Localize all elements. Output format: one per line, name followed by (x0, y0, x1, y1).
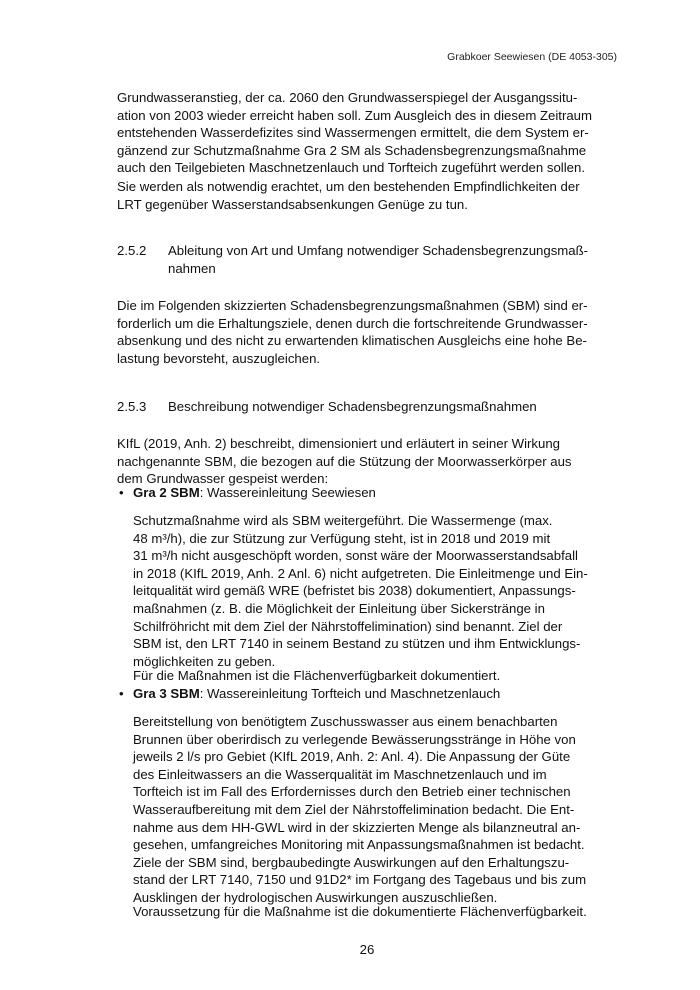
body-line: Ziele der SBM sind, bergbaubedingte Auswirkungen auf den Erhaltungszu- (133, 854, 570, 870)
measure-title: : Wassereinleitung Torfteich und Maschnetzenlauch (199, 686, 501, 701)
body-line: 48 m³/h), die zur Stützung zur Verfügung steht, ist in 2018 und 2019 mit (133, 530, 551, 546)
body-line: lastung bevorsteht, auszugleichen. (117, 350, 321, 366)
body-line: möglichkeiten zu geben. (133, 653, 276, 669)
section-title-line: nahmen (168, 260, 216, 276)
body-line: nahme aus dem HH-GWL wird in der skizzierten Menge als bilanzneutral an- (133, 819, 581, 835)
intro-line: ation von 2003 wieder erreicht haben soll. Zum Ausgleich des in diesem Zeitraum (117, 107, 593, 123)
body-line: Brunnen über oberirdisch zu verlegende Bewässerungsstränge in Höhe von (133, 731, 576, 747)
measure-description (117, 713, 617, 907)
page-number: 26 (359, 942, 375, 957)
intro-line: auch den Teilgebieten Maschnetzenlauch und Torfteich zugeführt werden sollen. (117, 160, 585, 176)
body-line: des Einleitwassers an die Wasserqualität im Maschnetzenlauch und im (133, 766, 547, 782)
list-item (117, 685, 617, 703)
body-line: jeweils 2 l/s pro Gebiet (KIfL 2019, Anh. 2: Anl. 4). Die Anpassung der Güte (133, 749, 571, 765)
section-252-body (117, 297, 617, 367)
intro-line: Sie werden als notwendig erachtet, um den bestehenden Empfindlichkeiten der (117, 179, 580, 194)
body-line: nachgenannte SBM, die bezogen auf die Stützung der Moorwasserkörper aus (117, 453, 572, 469)
body-line: Torfteich ist im Fall des Erfordernisses durch den Betrieb einer technischen (133, 784, 571, 800)
body-line: maßnahmen (z. B. die Möglichkeit der Einleitung über Sickerstränge in (133, 600, 545, 616)
intro-paragraph-2 (117, 178, 617, 213)
intro-line: Grundwasseranstieg, der ca. 2060 den Grundwasserspiegel der Ausgangssitu- (117, 90, 578, 105)
note-line: Voraussetzung für die Maßnahme ist die dokumentierte Flächenverfügbarkeit. (133, 904, 587, 919)
intro-line: LRT gegenüber Wasserstandsabsenkungen Genüge zu tun. (117, 196, 468, 212)
section-number: 2.5.3 (117, 399, 147, 414)
section-heading-252 (117, 242, 617, 277)
measure-description (117, 512, 617, 670)
intro-line: gänzend zur Schutzmaßnahme Gra 2 SM als Schadensbegrenzungsmaßnahme (117, 142, 587, 158)
body-line: Schilfröhricht mit dem Ziel der Nährstoffelimination) sind benannt. Ziel der (133, 618, 563, 634)
section-title: Beschreibung notwendiger Schadensbegrenzungsmaßnahmen (168, 399, 537, 414)
body-line: Wasseraufbereitung mit dem Ziel der Nährstoffelimination bedacht. Die Ent- (133, 801, 575, 817)
measure-note (117, 667, 617, 685)
section-title-line: Ableitung von Art und Umfang notwendiger Schadensbegrenzungsmaß- (168, 243, 589, 258)
section-heading-253 (117, 398, 617, 416)
body-line: Ausklingen der hydrologischen Auswirkungen auszuschließen. (133, 889, 498, 905)
body-line: stand der LRT 7140, 7150 und 91D2* im Fortgang des Tagebaus und bis zum (133, 872, 587, 888)
measure-code: Gra 3 SBM (133, 686, 200, 701)
section-253-intro (117, 435, 617, 488)
intro-paragraph (117, 89, 617, 177)
body-line: SBM ist, den LRT 7140 in seinem Bestand zu stützen und ihm Entwicklungs- (133, 636, 581, 652)
measure-code: Gra 2 SBM (133, 485, 200, 500)
body-line: Bereitstellung von benötigtem Zuschusswasser aus einem benachbarten (133, 714, 558, 729)
body-line: dem Grundwasser gespeist werden: (117, 471, 329, 487)
measure-title: : Wassereinleitung Seewiesen (199, 485, 376, 500)
list-item (117, 484, 617, 502)
body-line: gesehen, umfangreiches Monitoring mit Anpassungsmaßnahmen ist bedacht. (133, 837, 585, 853)
body-line: leitqualität wird gemäß WRE (befristet bis 2038) dokumentiert, Anpassungs- (133, 583, 576, 599)
intro-line: entstehenden Wasserdefizites sind Wassermengen ermittelt, die dem System er- (117, 125, 589, 141)
body-line: absenkung und des nicht zu erwartenden klimatischen Ausgleichs eine hohe Be- (117, 333, 587, 349)
section-number: 2.5.2 (117, 243, 147, 258)
body-line: Schutzmaßnahme wird als SBM weitergeführt. Die Wassermenge (max. (133, 513, 553, 528)
body-line: KIfL (2019, Anh. 2) beschreibt, dimensioniert und erläutert in seiner Wirkung (117, 436, 560, 451)
body-line: Die im Folgenden skizzierten Schadensbegrenzungsmaßnahmen (SBM) sind er- (117, 298, 588, 313)
bullet-icon: • (119, 485, 124, 500)
note-line: Für die Maßnahmen ist die Flächenverfügbarkeit dokumentiert. (133, 668, 501, 683)
body-line: 31 m³/h nicht ausgeschöpft worden, sonst wäre der Moorwasserstandsabfall (133, 548, 578, 564)
bullet-icon: • (119, 686, 124, 701)
running-header: Grabkoer Seewiesen (DE 4053-305) (447, 51, 617, 63)
body-line: in 2018 (KIfL 2019, Anh. 2 Anl. 6) nicht aufgetreten. Die Einleitmenge und Ein- (133, 565, 588, 581)
body-line: forderlich um die Erhaltungsziele, denen durch die fortschreitende Grundwasser- (117, 315, 588, 331)
measure-note (117, 903, 617, 921)
